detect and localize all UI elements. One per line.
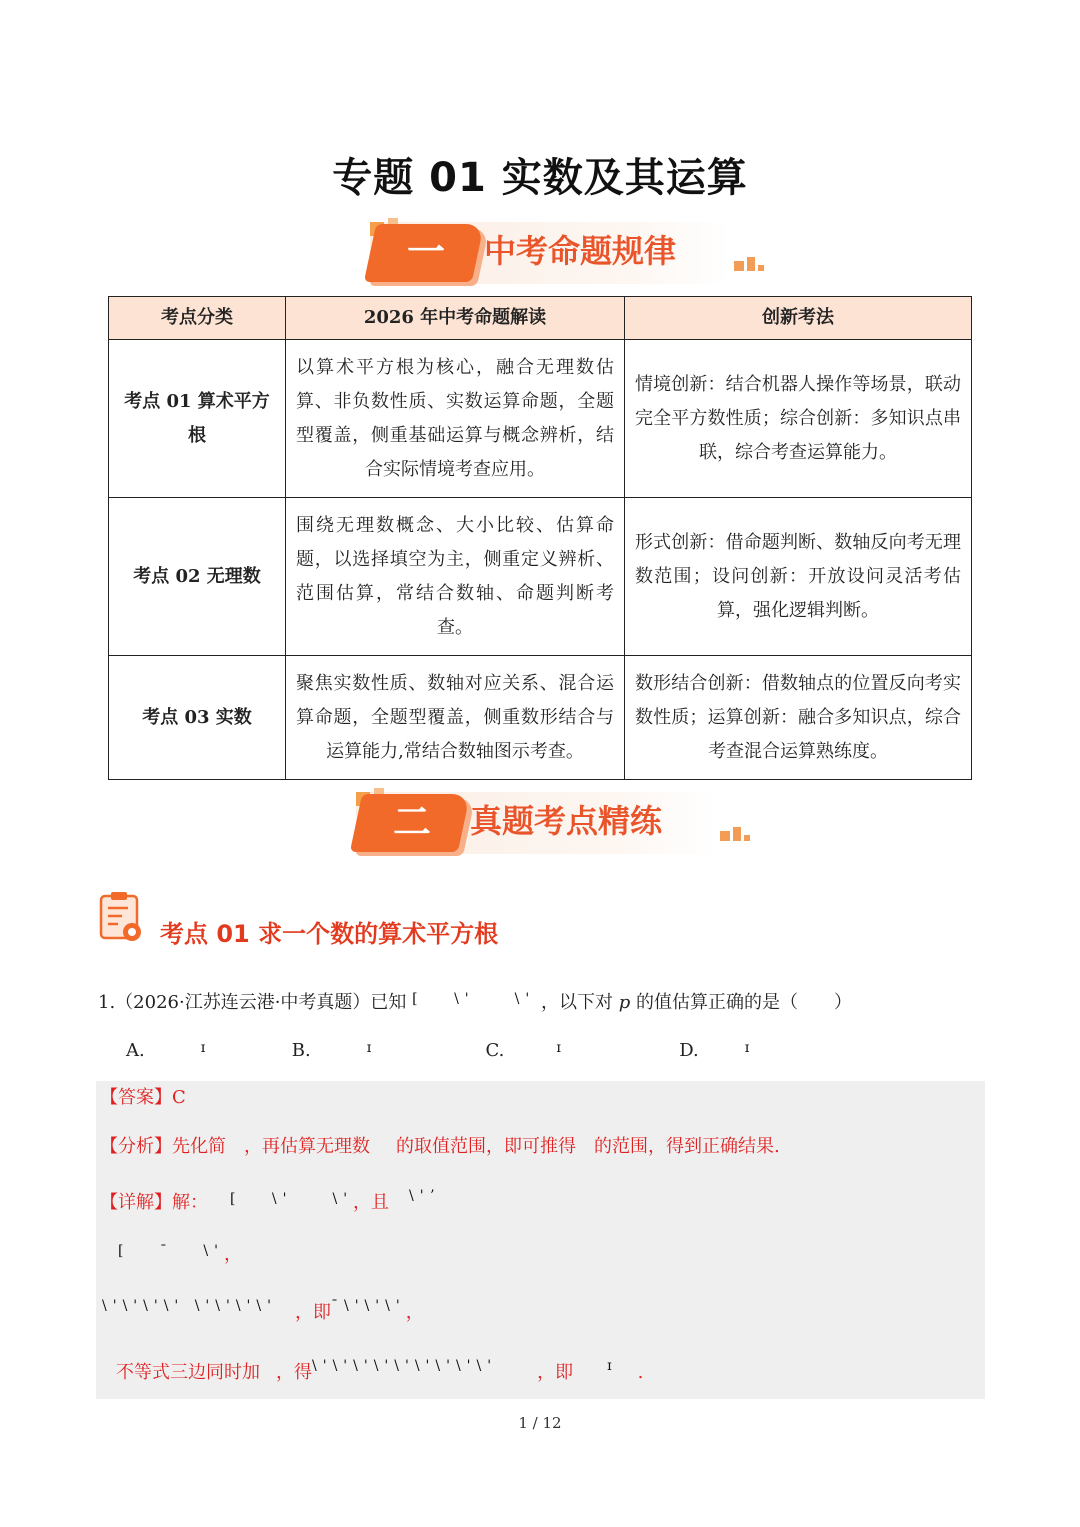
question-prefix: 1.（2026·江苏连云港·中考真题）已知 — [98, 992, 407, 1013]
detail-line-1: 【详解】解： [ \' \'，且 \'ʼ — [100, 1188, 441, 1213]
formula-fragment: [ \' \' — [412, 991, 536, 1007]
table-header: 创新考法 — [625, 297, 972, 340]
question-variable: p — [618, 992, 631, 1013]
detail-line-4: 不等式三边同时加 ，得\'\'\'\'\'\'\'\'\' ，即 ɪ . — [116, 1358, 644, 1383]
table-header-row — [109, 297, 972, 340]
decor-dots — [734, 252, 767, 271]
page-title: 专题 01 实数及其运算 — [332, 155, 748, 201]
question-suffix-2: 的值估算正确的是（ ） — [635, 992, 852, 1013]
interpretation-cell: 以算术平方根为核心，融合无理数估算、非负数性质、实数运算命题，全题型覆盖，侧重基础运算与概念辨析，结合实际情境考查应用。 — [286, 340, 625, 498]
analysis-line: 【分析】先化简 ，再估算无理数 的取值范围，即可推得 的范围，得到正确结果. — [100, 1136, 780, 1157]
table-row — [109, 340, 972, 498]
clipboard-icon — [98, 890, 142, 942]
table-row — [109, 498, 972, 656]
option-c: C. ɪ — [485, 1040, 567, 1061]
keypoint-title: 考点 01 求一个数的算术平方根 — [160, 920, 499, 948]
detail-line-2: [ ˉ \'， — [118, 1243, 242, 1265]
answer-line: 【答案】C — [100, 1087, 186, 1108]
category-cell: 考点 03 实数 — [109, 656, 286, 780]
innovation-cell: 形式创新：借命题判断、数轴反向考无理数范围；设问创新：开放设问灵活考估算，强化逻辑判断。 — [625, 498, 972, 656]
banner-label: 真题考点精练 — [470, 802, 663, 840]
innovation-cell: 情境创新：结合机器人操作等场景，联动完全平方数性质；综合创新：多知识点串联，综合考查运算能力。 — [625, 340, 972, 498]
category-cell: 考点 01 算术平方根 — [109, 340, 286, 498]
table-row — [109, 656, 972, 780]
banner-number: 一 — [406, 230, 445, 274]
category-cell: 考点 02 无理数 — [109, 498, 286, 656]
question-stem — [98, 988, 852, 1014]
banner-number: 二 — [392, 800, 431, 844]
option-d: D. ɪ — [679, 1040, 756, 1061]
interpretation-cell: 聚焦实数性质、数轴对应关系、混合运算命题，全题型覆盖，侧重数形结合与运算能力,常结合数轴图示考查。 — [286, 656, 625, 780]
section-banner-2 — [316, 784, 776, 860]
banner-label: 中考命题规律 — [484, 232, 677, 270]
question-suffix: ，以下对 — [540, 992, 613, 1013]
question-options — [126, 1040, 826, 1061]
exam-rules-table — [108, 296, 972, 780]
section-banner-1 — [330, 214, 790, 290]
option-a: A. ɪ — [126, 1040, 212, 1061]
table-header: 考点分类 — [109, 297, 286, 340]
detail-line-3: \'\'\'\' \'\'\'\' ，即ˉ\'\'\'， — [102, 1298, 424, 1323]
interpretation-cell: 围绕无理数概念、大小比较、估算命题，以选择填空为主，侧重定义辨析、范围估算，常结合数轴、命题判断考查。 — [286, 498, 625, 656]
option-b: B. ɪ — [291, 1040, 378, 1061]
decor-dots — [720, 822, 753, 841]
innovation-cell: 数形结合创新：借数轴点的位置反向考实数性质；运算创新：融合多知识点，综合考查混合运算熟练度。 — [625, 656, 972, 780]
table-header: 2026 年中考命题解读 — [286, 297, 625, 340]
page-number: 1 / 12 — [518, 1414, 562, 1432]
